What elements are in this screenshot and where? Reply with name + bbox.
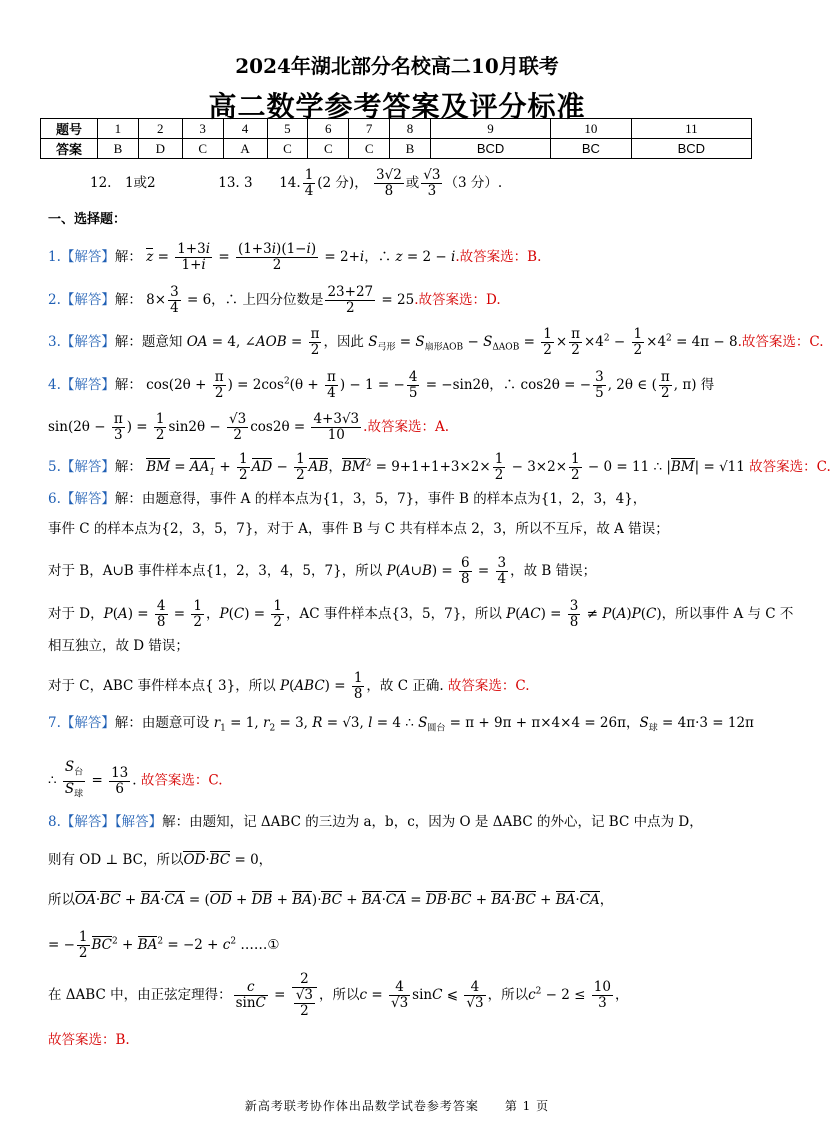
solution-q6-l5: 相互独立，故 D 错误； [48, 638, 189, 654]
table-cell: BC [551, 139, 632, 159]
q14-score2: （3 分）. [444, 175, 503, 191]
solution-q3: 3.【解答】解：题意知 OA = 4, ∠AOB = $\frac{\pi}{2}$ ，因此 $S_{弓形} = S_{扇形AOB} - S_{\Delta AOB}$ = $\frac{1}{2}$ × $\frac{\pi}{2}$ $\times 4^2$ − $\frac{1}{2}$ $\times 4^2 = 4\pi - 8$.故答案选：C. [48, 326, 824, 358]
solution-q2: 2.【解答】解： 8× $\frac{3}{4}$ = 6，∴ 上四分位数是 $\frac{23+27}{2}$ = 25.故答案选：D. [48, 284, 501, 316]
q2-conclusion: .故答案选：D. [414, 292, 501, 308]
answer-table [40, 118, 752, 159]
q5-conclusion: 故答案选：C. [749, 459, 831, 475]
table-cell: 9 [430, 119, 550, 139]
row-label-number: 题号 [41, 119, 98, 139]
table-cell: C [267, 139, 308, 159]
q14-label: 14. [279, 175, 301, 191]
q14-or: 或 [405, 175, 420, 191]
table-cell: B [390, 139, 431, 159]
solution-q6-l6: 对于 C，ABC 事件样本点{ 3}，所以 P(ABC) = $\frac{1}{8}$ ，故 C 正确. 故答案选：C. [48, 670, 530, 702]
solution-q7: 7.【解答】解：由题意可设 $r_1 = 1$, $r_2 = 3$, R = √3, l = 4 ∴ $S_{圆台} = \pi + 9\pi + \pi\times 4\times 4 = 26\pi$，$S_球 = 4\pi\cdot 3 = 12\pi$ [48, 715, 754, 734]
table-row-answers [41, 139, 752, 159]
section-heading: 一、选择题： [48, 212, 127, 227]
table-row-numbers [41, 119, 752, 139]
table-cell: 7 [349, 119, 390, 139]
exam-title: 2024年湖北部分名校高二10月联考 [235, 54, 559, 78]
table-cell: 2 [138, 119, 182, 139]
q14-score1: (2 分)， [317, 175, 368, 191]
table-cell: 1 [98, 119, 139, 139]
solution-q8-l5: 在 ΔABC 中，由正弦定理得： $\frac{c}{\sin C}$ = $\frac{2}{\frac{√3}{2}}$ ，所以c = $\frac{4}{√3}$ sinC ⩽ $\frac{4}{√3}$ ，所以$c^2 - 2$ ≤ $\frac{10}{3}$ ， [48, 971, 629, 1019]
solution-q6-l3: 对于 B，A∪B 事件样本点{1，2，3，4，5，7}，所以 P(A∪B) = $\frac{6}{8}$ = $\frac{3}{4}$ ，故 B 错误； [48, 555, 597, 587]
page-footer: 新高考联考协作体出品数学试卷参考答案 第 1 页 [244, 1099, 550, 1113]
q12-answer: 12. 1或2 [90, 175, 156, 191]
table-cell: 8 [390, 119, 431, 139]
q7-conclusion: 故答案选：C. [140, 772, 223, 789]
solution-q8: 8.【解答】【解答】解：由题知，记 ΔABC 的三边为 a，b，c，因为 O 是 ΔABC 的外心，记 BC 中点为 D， [48, 814, 703, 830]
table-cell: BCD [631, 139, 751, 159]
q1-conclusion: .故答案选：B. [455, 249, 542, 265]
solution-q6: 6.【解答】解：由题意得，事件 A 的样本点为{1，3，5，7}，事件 B 的样本点为{1，2，3，4}， [48, 491, 647, 507]
q4-conclusion: .故答案选：A. [363, 419, 449, 435]
solution-q8-l3: 所以OA·BC + BA·CA = (OD + DB + BA)·BC + BA·CA = DB·BC + BA·BC + BA·CA， [48, 892, 614, 908]
solution-q5: 5.【解答】解： BM = $AA_1$ + $\frac{1}{2}$ AD − $\frac{1}{2}$ AB，$BM^2 = 9+1+1+3\times 2\times$ $\frac{1}{2}$ − 3×2× $\frac{1}{2}$ − 0 = 11 ∴ |BM| = √11 故答案选：C. [48, 451, 831, 483]
solution-q4: 4.【解答】解： cos(2θ + $\frac{\pi}{2}$ ) = $2\cos^2(\theta$ + $\frac{\pi}{4}$ ) − 1 = − $\frac{4}{5}$ = −sin2θ，∴ cos2θ = − $\frac{3}{5}$ , 2θ ∈ ( $\frac{\pi}{2}$ , π) 得 [48, 369, 715, 401]
table-cell: 10 [551, 119, 632, 139]
solution-q6-l4: 对于 D，P(A) = $\frac{4}{8}$ = $\frac{1}{2}$ ，P(C) = $\frac{1}{2}$ ，AC 事件样本点{3，5，7}，所以 P(AC) = $\frac{3}{8}$ ≠ P(A)P(C)，所以事件 A 与 C 不 [48, 598, 794, 630]
q8-conclusion: 故答案选：B. [48, 1032, 130, 1048]
table-cell: 5 [267, 119, 308, 139]
solution-q6-l2: 事件 C 的样本点为{2，3，5，7}，对于 A，事件 B 与 C 共有样本点 2，3，所以不互斥，故 A 错误； [48, 521, 669, 537]
table-cell: B [98, 139, 139, 159]
table-cell: C [182, 139, 223, 159]
solution-q8-l2: 则有 OD ⊥ BC，所以OD·BC = 0， [48, 852, 273, 868]
solution-q7-cont: ∴ $\frac{S_台}{S_球}$ = $\frac{13}{6}$ . 故答案选：C. [48, 759, 223, 800]
solution-q4-cont: sin(2θ − $\frac{\pi}{3}$ ) = $\frac{1}{2}$ sin2θ − $\frac{√3}{2}$ cos2θ = $\frac{4+3√3}{10}$ .故答案选：A. [48, 411, 449, 443]
q13-answer: 13. 3 [218, 175, 253, 191]
table-cell: 6 [308, 119, 349, 139]
page-title: 高二数学参考答案及评分标准 [208, 90, 586, 123]
table-cell: A [223, 139, 267, 159]
row-label-answer: 答案 [41, 139, 98, 159]
table-cell: D [138, 139, 182, 159]
table-cell: 3 [182, 119, 223, 139]
q6-conclusion: 故答案选：C. [447, 678, 530, 694]
table-cell: BCD [430, 139, 550, 159]
fill-in-answers: 12. 1或2 13. 3 14. $\frac{1}{4}$ (2 分)， $\frac{3√2}{8}$ 或 $\frac{√3}{3}$ （3 分）. [90, 167, 503, 199]
solution-q8-l4: = − $\frac{1}{2}$ $BC^2 + BA^2 = -2 + c^2$ ……① [48, 929, 280, 961]
table-cell: 11 [631, 119, 751, 139]
table-cell: C [349, 139, 390, 159]
q3-conclusion: .故答案选：C. [737, 334, 824, 350]
solution-q1: 1.【解答】解： z = $\frac{1+3i}{1+i}$ = $\frac{(1+3i)(1-i)}{2}$ = 2+i，∴ z = 2 − i.故答案选：B. [48, 241, 542, 273]
table-cell: 4 [223, 119, 267, 139]
table-cell: C [308, 139, 349, 159]
